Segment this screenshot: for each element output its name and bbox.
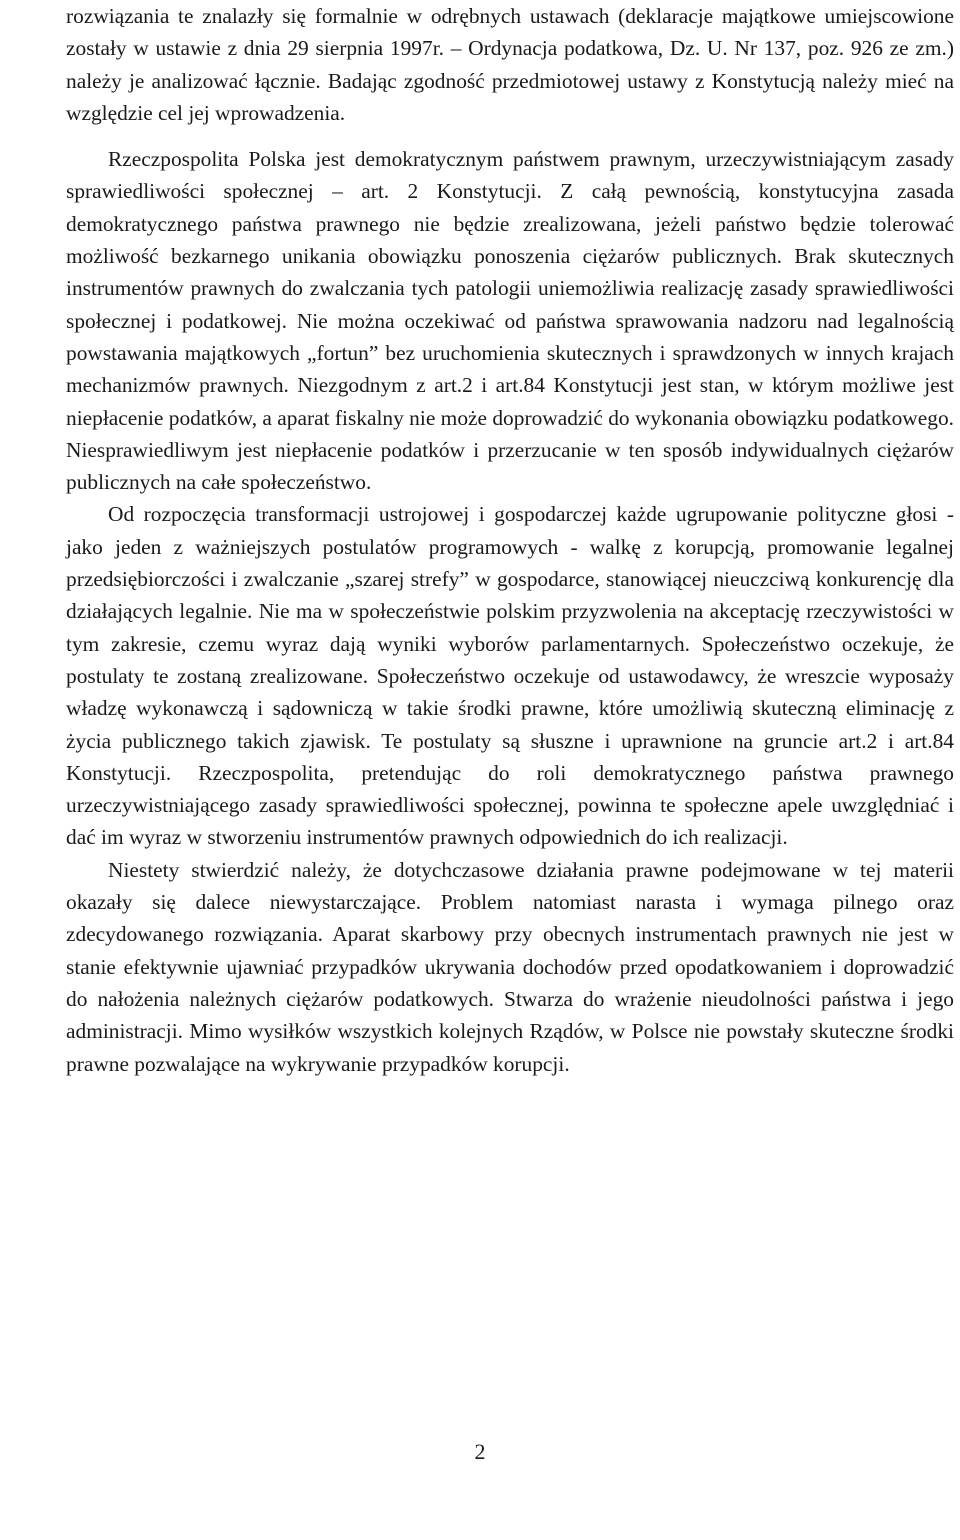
body-text [66,0,954,1080]
paragraph-continuation: rozwiązania te znalazły się formalnie w odrębnych ustawach (deklaracje majątkowe umiejscowione zostały w ustawie z dnia 29 sierpnia 1997r. – Ordynacja podatkowa, Dz. U. Nr 137, poz. 926 ze zm.) należy je analizować łącznie. Badając zgodność przedmiotowej ustawy z Konstytucją należy mieć na względzie cel jej wprowadzenia. [66,4,954,125]
page-number: 2 [474,1439,486,1464]
paragraph-insufficient-actions: Niestety stwierdzić należy, że dotychczasowe działania prawne podejmowane w tej materii okazały się dalece niewystarczające. Problem natomiast narasta i wymaga pilnego oraz zdecydowanego rozwiązania. Aparat skarbowy przy obecnych instrumentach prawnych nie jest w stanie efektywnie ujawniać przypadków ukrywania dochodów przed opodatkowaniem i doprowadzić do nałożenia należnych ciężarów podatkowych. Stwarza do wrażenie nieudolności państwa i jego administracji. Mimo wysiłków wszystkich kolejnych Rządów, w Polsce nie powstały skuteczne środki prawne pozwalające na wykrywanie przypadków korupcji. [66,857,954,1076]
paragraph-transformation: Od rozpoczęcia transformacji ustrojowej i gospodarczej każde ugrupowanie polityczne głosi - jako jeden z ważniejszych postulatów programowych - walkę z korupcją, promowanie legalnej przedsiębiorczości i zwalczanie „szarej strefy” w gospodarce, stanowiącej nieuczciwą konkurencję dla działających legalnie. Nie ma w społeczeństwie polskim przyzwolenia na akceptację rzeczywistości w tym zakresie, czemu wyraz dają wyniki wyborów parlamentarnych. Społeczeństwo oczekuje, że postulaty te zostaną zrealizowane. Społeczeństwo oczekuje od ustawodawcy, że wreszcie wyposaży władzę wykonawczą i sądowniczą w takie środki prawne, które umożliwią skuteczną eliminację z życia publicznego takich zjawisk. Te postulaty są słuszne i uprawnione na gruncie art.2 i art.84 Konstytucji. Rzeczpospolita, pretendując do roli demokratycznego państwa prawnego urzeczywistniającego zasady sprawiedliwości społecznej, powinna te społeczne apele uwzględniać i dać im wyraz w stworzeniu instrumentów prawnych odpowiednich do ich realizacji. [66,502,954,850]
paragraph-democratic-state: Rzeczpospolita Polska jest demokratycznym państwem prawnym, urzeczywistniającym zasady sprawiedliwości społecznej – art. 2 Konstytucji. Z całą pewnością, konstytucyjna zasada demokratycznego państwa prawnego nie będzie zrealizowana, jeżeli państwo będzie tolerować możliwość bezkarnego unikania obowiązku ponoszenia ciężarów publicznych. Brak skutecznych instrumentów prawnych do zwalczania tych patologii uniemożliwia realizację zasady sprawiedliwości społecznej i podatkowej. Nie można oczekiwać od państwa sprawowania nadzoru nad legalnością powstawania majątkowych „fortun” bez uruchomienia skutecznych i sprawdzonych w innych krajach mechanizmów prawnych. Niezgodnym z art.2 i art.84 Konstytucji jest stan, w którym możliwe jest niepłacenie podatków, a aparat fiskalny nie może doprowadzić do wykonania obowiązku podatkowego. Niesprawiedliwym jest niepłacenie podatków i przerzucanie w ten sposób indywidualnych ciężarów publicznych na całe społeczeństwo. [66,147,954,495]
